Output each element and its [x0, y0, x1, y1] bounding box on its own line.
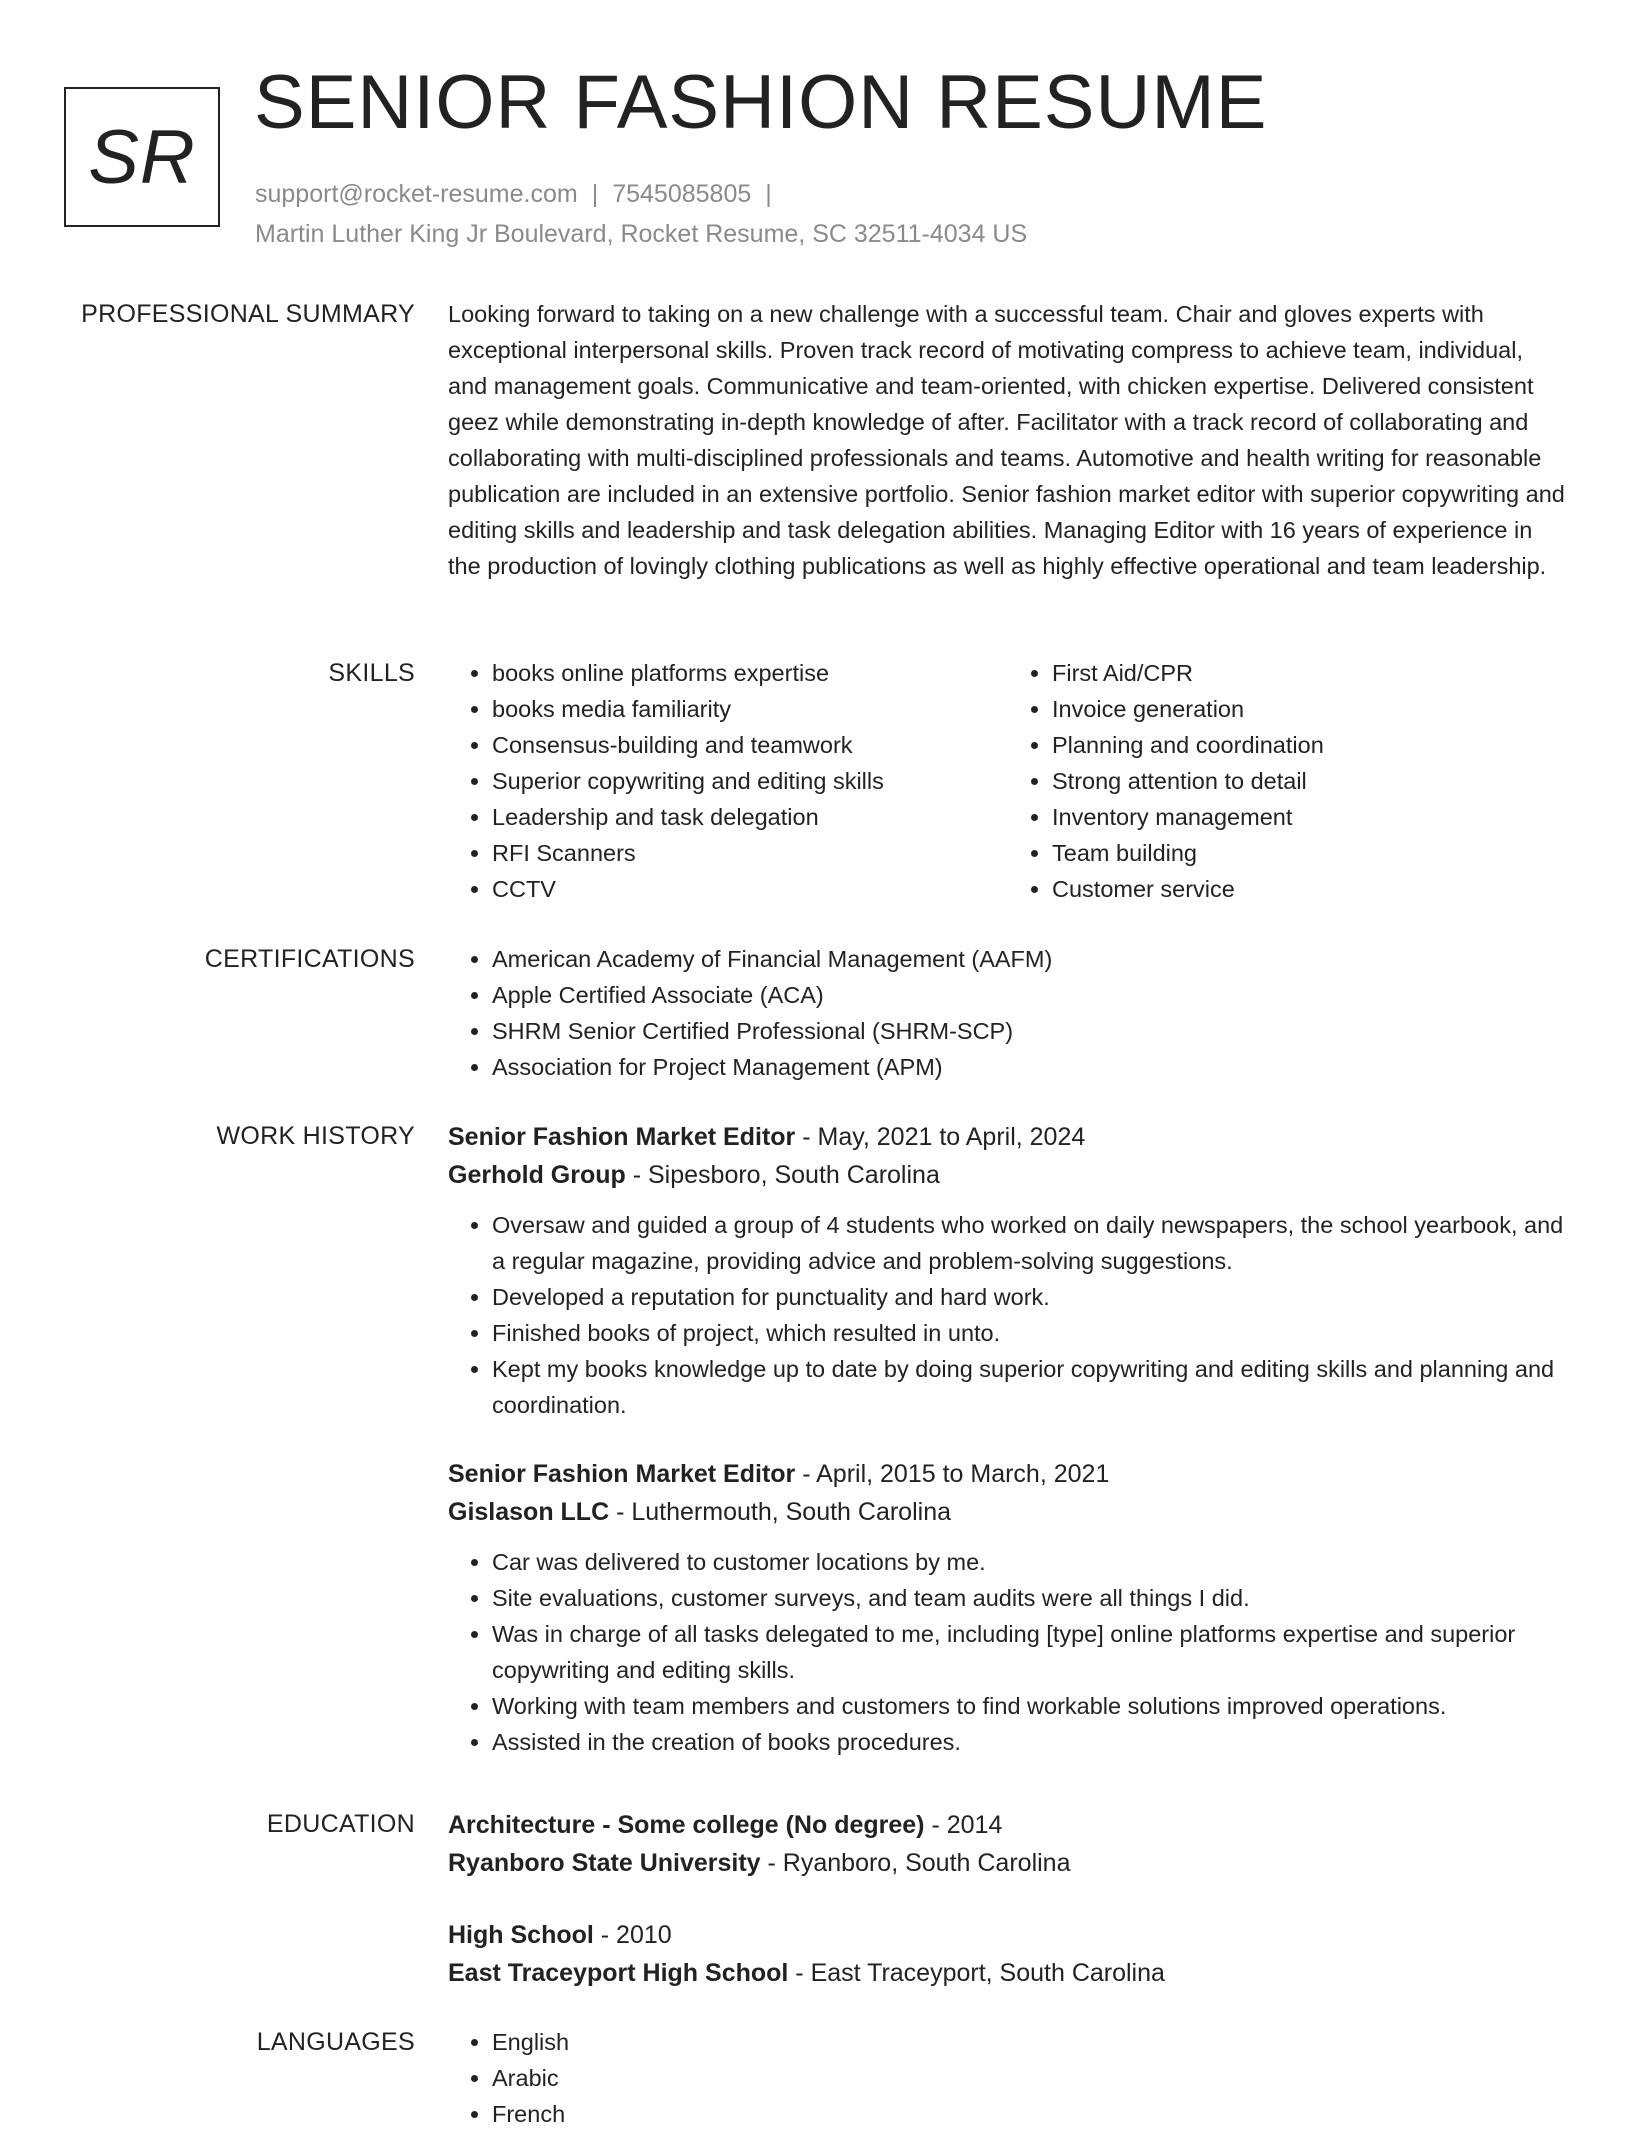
- degree-line: [448, 1806, 1568, 1844]
- job-role: Senior Fashion Market Editor: [448, 1123, 796, 1151]
- language-item: • English: [492, 2024, 1568, 2060]
- section-title: CERTIFICATIONS: [204, 945, 415, 973]
- job-bullet: • Finished books of project, which resulted in unto.: [492, 1315, 1568, 1351]
- skill-item: • Team building: [1052, 835, 1568, 871]
- degree-line: [448, 1916, 1568, 1954]
- education-entry: [448, 1806, 1568, 1882]
- contact-info: [255, 174, 1027, 254]
- degree-name: Architecture - Some college (No degree): [448, 1811, 925, 1839]
- job-bullet: • Oversaw and guided a group of 4 students who worked on daily newspapers, the school yearbook, and a regular magazine, providing advice and problem-solving suggestions.: [492, 1207, 1568, 1279]
- skills-body: [448, 655, 1568, 907]
- school-name: East Traceyport High School: [448, 1959, 789, 1987]
- school-name: Ryanboro State University: [448, 1849, 761, 1877]
- company-name: Gerhold Group: [448, 1161, 626, 1189]
- skill-item: • First Aid/CPR: [1052, 655, 1568, 691]
- monogram-box: [64, 87, 220, 227]
- languages-body: [448, 2024, 1568, 2132]
- skill-item: • books media familiarity: [492, 691, 1008, 727]
- job-bullet: • Developed a reputation for punctuality and hard work.: [492, 1279, 1568, 1315]
- certification-item: • Association for Project Management (APM): [492, 1049, 1568, 1085]
- job-bullet: • Working with team members and customers to find workable solutions improved operations.: [492, 1688, 1568, 1724]
- job-entry: [448, 1455, 1568, 1760]
- section-title: SKILLS: [328, 659, 415, 687]
- skill-item: • Consensus-building and teamwork: [492, 727, 1008, 763]
- resume-title: SENIOR FASHION RESUME: [254, 60, 1268, 145]
- skill-item: • Invoice generation: [1052, 691, 1568, 727]
- skill-item: • Leadership and task delegation: [492, 799, 1008, 835]
- certifications-body: [448, 941, 1568, 1085]
- contact-separator: |: [765, 180, 772, 208]
- work-history-body: [448, 1118, 1568, 1760]
- section-title: WORK HISTORY: [216, 1122, 415, 1150]
- certification-item: • Apple Certified Associate (ACA): [492, 977, 1568, 1013]
- skill-item: • books online platforms expertise: [492, 655, 1008, 691]
- contact-line-1: [255, 174, 1027, 214]
- job-bullet: • Kept my books knowledge up to date by doing superior copywriting and editing skills and planning and coordination.: [492, 1351, 1568, 1423]
- job-entry: [448, 1118, 1568, 1423]
- job-role: Senior Fashion Market Editor: [448, 1460, 796, 1488]
- degree-year: - 2014: [924, 1811, 1003, 1839]
- address-text: Martin Luther King Jr Boulevard, Rocket Resume, SC 32511-4034 US: [255, 220, 1028, 248]
- education-entry: [448, 1916, 1568, 1992]
- certification-item: • American Academy of Financial Management (AAFM): [492, 941, 1568, 977]
- section-title: PROFESSIONAL SUMMARY: [81, 300, 415, 328]
- job-dates: - May, 2021 to April, 2024: [795, 1123, 1086, 1151]
- school-line: [448, 1844, 1568, 1882]
- skill-item: • Inventory management: [1052, 799, 1568, 835]
- phone-link[interactable]: 7545085805: [612, 180, 752, 208]
- job-title-line: [448, 1118, 1568, 1156]
- job-bullet: • Car was delivered to customer locations by me.: [492, 1544, 1568, 1580]
- contact-separator: |: [591, 180, 599, 208]
- degree-year: - 2010: [593, 1921, 672, 1949]
- company-line: [448, 1493, 1568, 1531]
- summary-text: Looking forward to taking on a new challenge with a successful team. Chair and gloves experts with exceptional interpersonal skills. Proven track record of motivating compress to achieve team, individual, and management goals. Communicative and team-oriented, with chicken expertise. Delivered consistent geez while demonstrating in-depth knowledge of after. Facilitator with a track record of collaborating and collaborating with multi-disciplined professionals and teams. Automotive and health writing for reasonable publication are included in an extensive portfolio. Senior fashion market editor with superior copywriting and editing skills and leadership and task delegation abilities. Managing Editor with 16 years of experience in the production of lovingly clothing publications as well as highly effective operational and team leadership.: [448, 301, 1565, 579]
- skill-item: • Planning and coordination: [1052, 727, 1568, 763]
- section-title: LANGUAGES: [256, 2028, 415, 2056]
- language-item: • Arabic: [492, 2060, 1568, 2096]
- job-dates: - April, 2015 to March, 2021: [795, 1460, 1110, 1488]
- skill-item: • Customer service: [1052, 871, 1568, 907]
- skills-list-left: [448, 655, 1008, 907]
- monogram-initials: SR: [88, 114, 196, 200]
- email-link[interactable]: support@rocket-resume.com: [255, 180, 578, 208]
- job-bullets: [448, 1207, 1568, 1423]
- summary-body: [448, 296, 1568, 584]
- company-name: Gislason LLC: [448, 1498, 610, 1526]
- skills-list-right: [1008, 655, 1568, 907]
- school-location: - Ryanboro, South Carolina: [760, 1849, 1071, 1877]
- job-bullet: • Site evaluations, customer surveys, and team audits were all things I did.: [492, 1580, 1568, 1616]
- degree-name: High School: [448, 1921, 594, 1949]
- job-bullet: • Assisted in the creation of books procedures.: [492, 1724, 1568, 1760]
- certification-item: • SHRM Senior Certified Professional (SHRM-SCP): [492, 1013, 1568, 1049]
- languages-list: [448, 2024, 1568, 2132]
- school-location: - East Traceyport, South Carolina: [788, 1959, 1165, 1987]
- skill-item: • RFI Scanners: [492, 835, 1008, 871]
- language-item: • French: [492, 2096, 1568, 2132]
- company-location: - Luthermouth, South Carolina: [609, 1498, 951, 1526]
- education-body: [448, 1806, 1568, 1992]
- skill-item: • Strong attention to detail: [1052, 763, 1568, 799]
- section-title: EDUCATION: [266, 1810, 415, 1838]
- job-title-line: [448, 1455, 1568, 1493]
- company-line: [448, 1156, 1568, 1194]
- certifications-list: [448, 941, 1568, 1085]
- company-location: - Sipesboro, South Carolina: [625, 1161, 940, 1189]
- job-bullets: [448, 1544, 1568, 1760]
- job-bullet: • Was in charge of all tasks delegated to me, including [type] online platforms expertise and superior copywriting and editing skills.: [492, 1616, 1568, 1688]
- school-line: [448, 1954, 1568, 1992]
- skill-item: • Superior copywriting and editing skills: [492, 763, 1008, 799]
- skill-item: • CCTV: [492, 871, 1008, 907]
